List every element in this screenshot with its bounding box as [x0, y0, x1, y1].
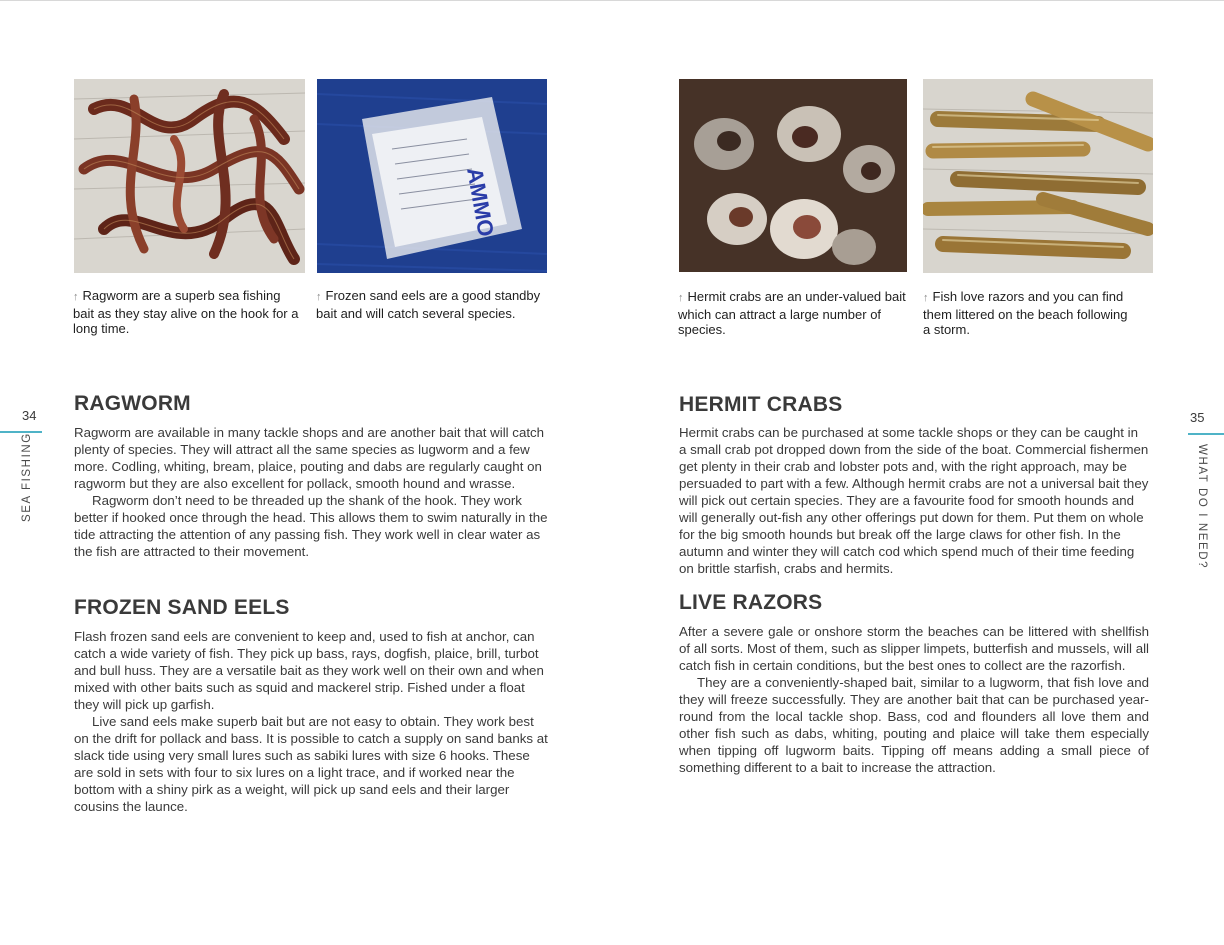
ragworm-photo — [74, 79, 305, 273]
section-body-live-razors — [679, 623, 1149, 776]
section-body-hermit-crabs — [679, 424, 1149, 577]
running-head-right: WHAT DO I NEED? — [1196, 444, 1208, 570]
paragraph: After a severe gale or onshore storm the beaches can be littered with shellfish of all sorts. Most of them, such as slipper limpets, butterfish and mussels, will all catch fish in certain conditions, but the best ones to collect are the razorfish. — [679, 624, 1150, 673]
page-number-left: 34 — [22, 408, 37, 423]
paragraph: Ragworm are available in many tackle shops and are another bait that will catch plenty of species. They will attract all the same species as lugworm and a few more. Codling, whiting, bream, plaice, pouting and dabs are regularly caught on ragworm but they are also excellent for pollack, smooth hound and wrasse. — [74, 425, 545, 491]
up-arrow-icon: ↑ — [923, 292, 929, 304]
running-head-left: SEA FISHING — [21, 432, 33, 522]
ragworm-caption: ↑ Ragworm are a superb sea fishing bait as they stay alive on the hook for a long time. — [73, 288, 299, 336]
paragraph: Hermit crabs can be purchased at some tackle shops or they can be caught in a small crab pot dropped down from the side of the boat. Commercial fishermen get plenty in their crab and lobster pots and, with the right approach, may be persuaded to part with a few. Although hermit crabs are not a universal bait they will pick out certain species. They are a favourite food for smooth hounds and will generally out-fish any other offerings put down for them. Put them on whole for the big smooth hounds but break off the large claws for other fish. In the autumn and winter they will catch cod which spend much of their time feeding on brittle starfish, crabs and hermits. — [679, 425, 1149, 576]
sand-eels-caption: ↑ Frozen sand eels are a good standby bait and will catch several species. — [316, 288, 541, 321]
sand-eels-photo — [317, 79, 547, 273]
section-body-ragworm — [74, 424, 550, 560]
up-arrow-icon: ↑ — [678, 292, 684, 304]
up-arrow-icon: ↑ — [73, 291, 79, 303]
section-title-ragworm: RAGWORM — [74, 392, 191, 415]
section-body-frozen-sand-eels — [74, 628, 548, 815]
razors-photo — [923, 79, 1153, 273]
section-title-frozen-sand-eels: FROZEN SAND EELS — [74, 596, 290, 619]
paragraph: Ragworm don’t need to be threaded up the shank of the hook. They work better if hooked once through the head. This allows them to swim naturally in the tide attracting the attention of any passing fish. They work well in clear water as the fish are attracted to their movement. — [74, 493, 548, 559]
paragraph: Flash frozen sand eels are convenient to keep and, used to fish at anchor, can catch a wide variety of fish. They pick up bass, rays, dogfish, plaice, brill, turbot and bull huss. They are a versatile bait as they work well on their own and when mixed with other baits such as squid and mackerel strip. Fished under a float they will pick up garfish. — [74, 629, 544, 712]
section-title-live-razors: LIVE RAZORS — [679, 591, 823, 614]
page-accent-rule-right — [1188, 433, 1224, 435]
razors-caption: ↑ Fish love razors and you can find them littered on the beach following a storm. — [923, 289, 1128, 337]
section-title-hermit-crabs: HERMIT CRABS — [679, 393, 843, 416]
hermit-crabs-caption: ↑ Hermit crabs are an under-valued bait which can attract a large number of species. — [678, 289, 906, 337]
hermit-crabs-photo — [679, 79, 907, 272]
top-border — [0, 0, 1224, 1]
paragraph: Live sand eels make superb bait but are not easy to obtain. They work best on the drift for pollack and bass. It is possible to catch a supply on sand banks at slack tide using very small lures such as sabiki lures with size 6 hooks. These are sold in sets with four to six lures on a light trace, and if worked near the bottom with a shiny pirk as a weight, will pick up sand eels and their larger cousins the launce. — [74, 714, 548, 814]
package-label: AMMO — [462, 165, 499, 239]
page-number-right: 35 — [1190, 410, 1205, 425]
paragraph: They are a conveniently-shaped bait, similar to a lugworm, that fish love and they will freeze successfully. They are another bait that can be purchased year-round from the local tackle shop. Bass, cod and flounders all love them and other fish such as dabs, whiting, pouting and plaice will take them especially when tipping off lugworm baits. Tipping off means adding a small piece of something different to a bait to increase the attraction. — [679, 675, 1149, 775]
up-arrow-icon: ↑ — [316, 291, 322, 303]
